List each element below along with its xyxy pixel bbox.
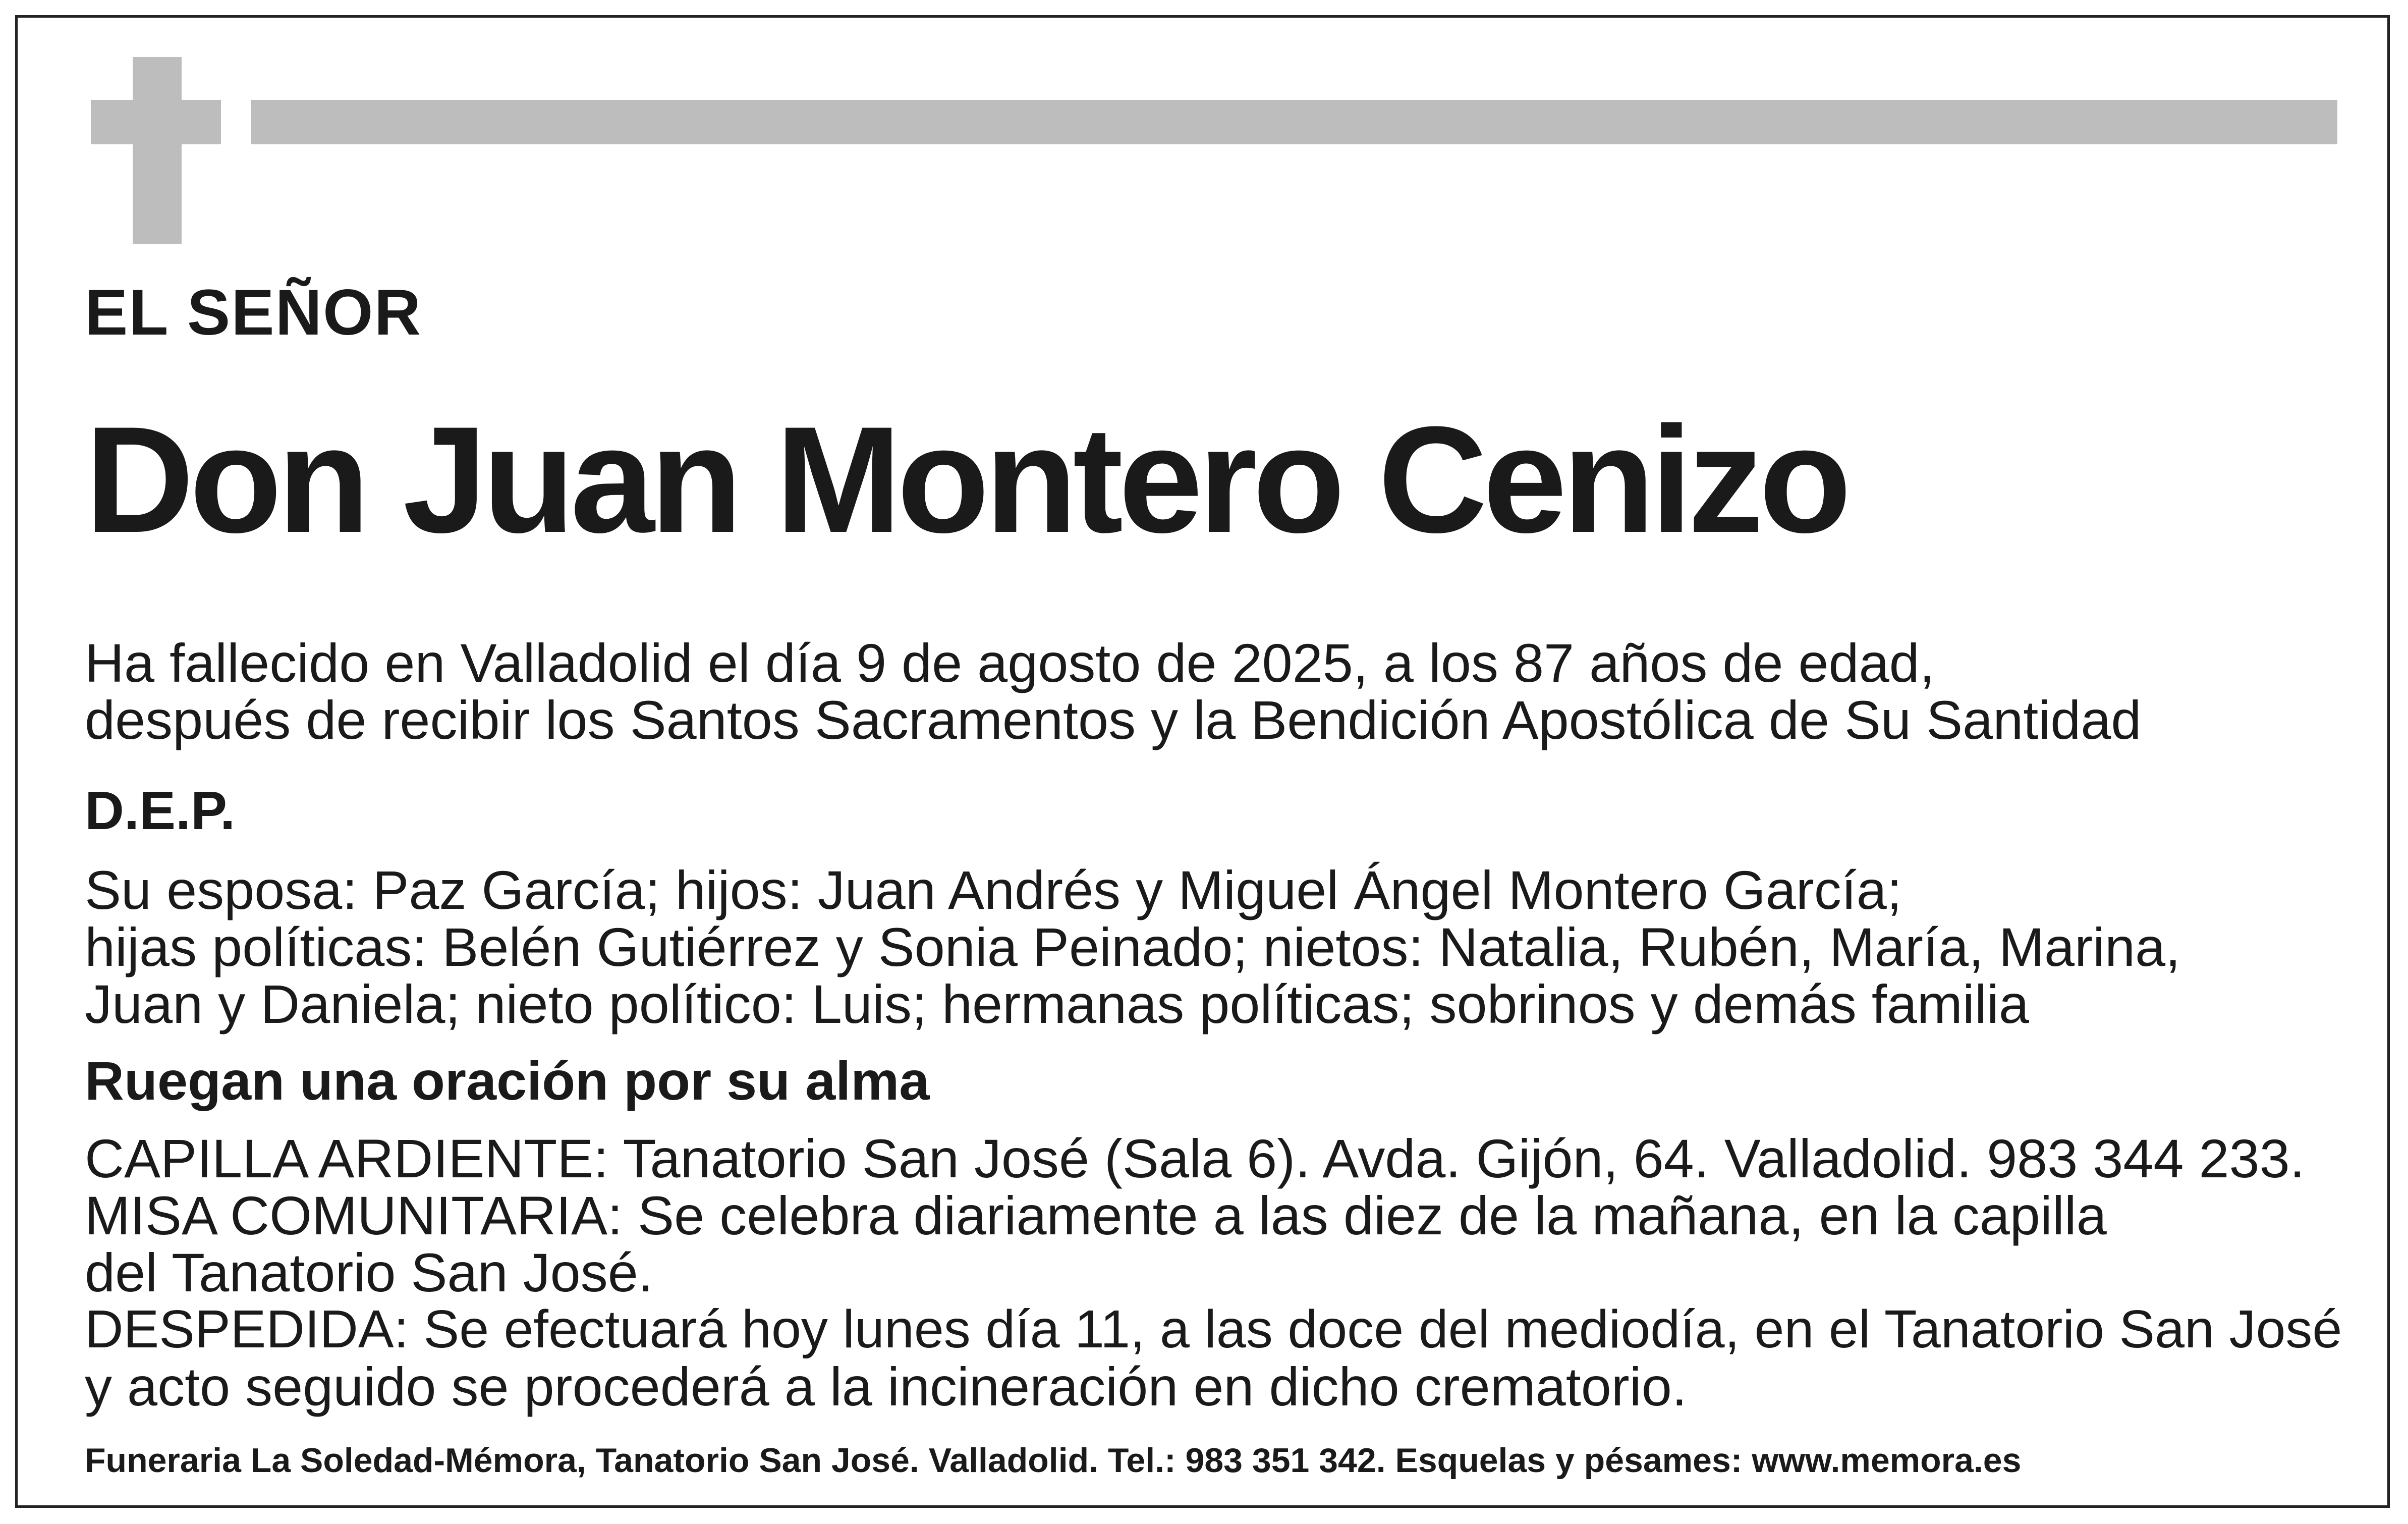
header-rule — [251, 100, 2337, 144]
funeral-home-footer: Funeraria La Soledad-Mémora, Tanatorio San José. Valladolid. Tel.: 983 351 342. Esquelas y pésames: www.memora.es — [85, 1441, 2022, 1480]
death-line-2: después de recibir los Santos Sacramentos y la Bendición Apostólica de Su Santidad — [85, 689, 2142, 750]
honorific: EL SEÑOR — [85, 277, 422, 349]
service-line-2: MISA COMUNITARIA: Se celebra diariamente a las diez de la mañana, en la capilla — [85, 1185, 2107, 1246]
dep-label: D.E.P. — [85, 780, 236, 841]
cross-horizontal-bar — [91, 100, 221, 144]
family-line-3: Juan y Daniela; nieto político: Luis; hermanas políticas; sobrinos y demás familia — [85, 973, 2029, 1035]
service-line-5: y acto seguido se procederá a la incineración en dicho crematorio. — [85, 1356, 1687, 1417]
cross-vertical-bar — [133, 57, 182, 244]
family-line-2: hijas políticas: Belén Gutiérrez y Sonia Peinado; nietos: Natalia, Rubén, María, Marina, — [85, 916, 2181, 977]
prayer-line: Ruegan una oración por su alma — [85, 1050, 930, 1111]
deceased-name: Don Juan Montero Cenizo — [85, 395, 1847, 564]
family-line-1: Su esposa: Paz García; hijos: Juan Andrés y Miguel Ángel Montero García; — [85, 859, 1902, 920]
service-line-3: del Tanatorio San José. — [85, 1242, 653, 1303]
service-line-1: CAPILLA ARDIENTE: Tanatorio San José (Sala 6). Avda. Gijón, 64. Valladolid. 983 344 233. — [85, 1128, 2305, 1189]
service-line-4: DESPEDIDA: Se efectuará hoy lunes día 11, a las doce del mediodía, en el Tanatorio San José — [85, 1299, 2342, 1359]
death-line-1: Ha fallecido en Valladolid el día 9 de agosto de 2025, a los 87 años de edad, — [85, 632, 1935, 693]
